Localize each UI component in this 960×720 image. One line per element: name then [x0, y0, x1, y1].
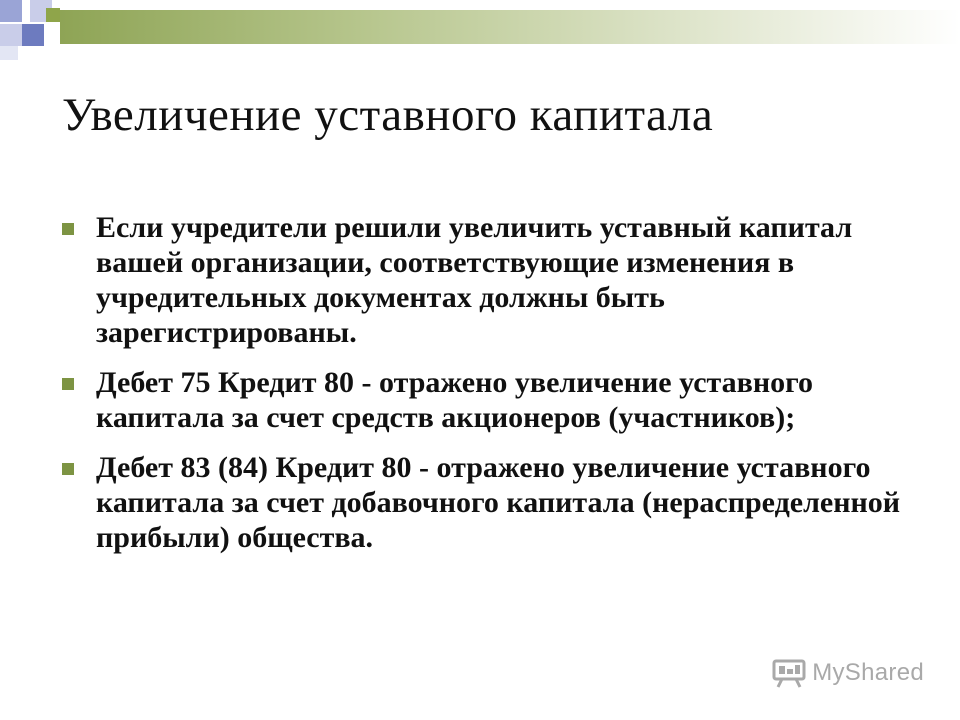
square-bullet-icon — [62, 378, 74, 390]
deco-square — [0, 24, 22, 46]
bullet-text: Дебет 75 Кредит 80 - отражено увеличение уставного капитала за счет средств акционеров (участников); — [96, 366, 813, 434]
watermark-text: MyShared — [812, 659, 924, 686]
bullet-item — [62, 365, 922, 435]
deco-square — [0, 0, 22, 22]
square-bullet-icon — [62, 463, 74, 475]
bullet-list — [62, 210, 922, 570]
bullet-item — [62, 450, 922, 555]
deco-square — [0, 46, 18, 60]
header-decoration — [0, 0, 960, 60]
slide-title: Увеличение уставного капитала — [62, 89, 714, 141]
deco-square — [46, 8, 60, 22]
presentation-board-icon — [772, 658, 806, 688]
deco-square — [22, 24, 44, 46]
bullet-text: Если учредители решили увеличить уставный капитал вашей организации, соответствующие изменения в учредительных документах должны быть зарегистрированы. — [96, 211, 853, 349]
bullet-text: Дебет 83 (84) Кредит 80 - отражено увеличение уставного капитала за счет добавочного капитала (нераспределенной прибыли) общества. — [96, 451, 901, 554]
watermark-logo — [772, 656, 924, 690]
bullet-item — [62, 210, 922, 350]
gradient-bar — [60, 10, 960, 44]
square-bullet-icon — [62, 223, 74, 235]
